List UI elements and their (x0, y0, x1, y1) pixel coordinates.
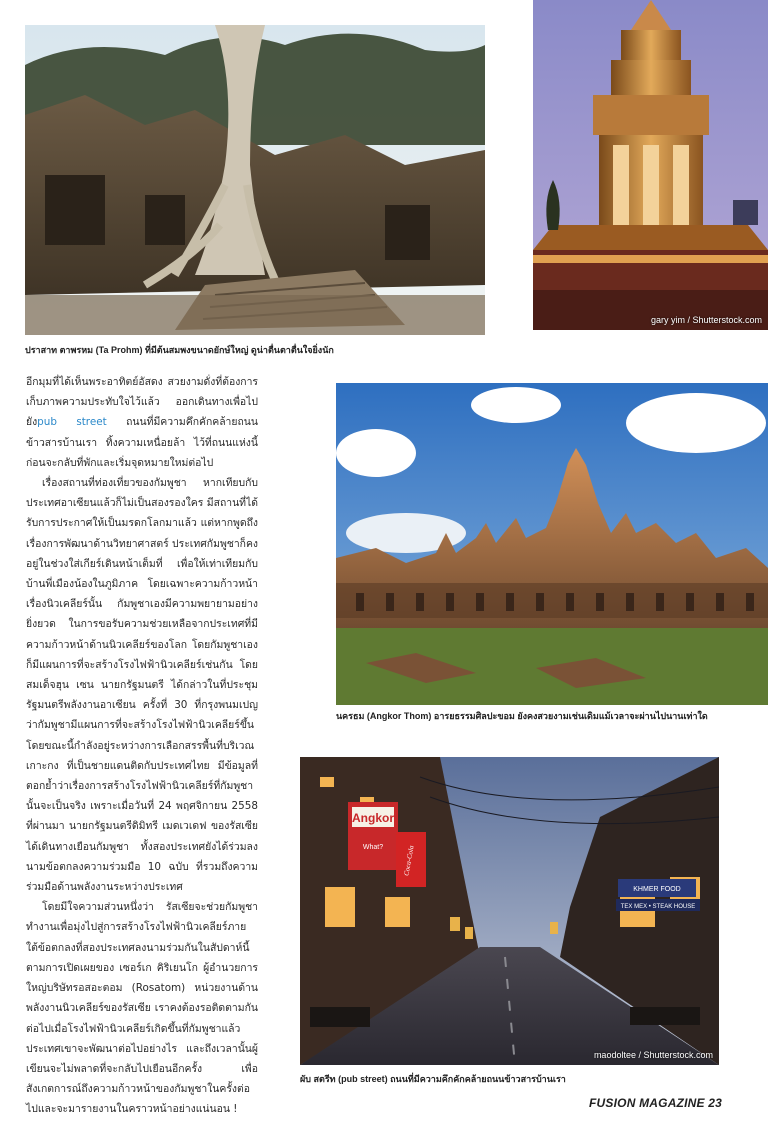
page-footer (589, 1096, 722, 1110)
photo-pub-street (300, 757, 719, 1065)
monument-photo-credit: gary yim / Shutterstock.com (650, 315, 762, 325)
ta-prohm-caption: ปราสาท ตาพรหม (Ta Prohm) ที่มีต้นสมพงขนาดยักษ์ใหญ่ ดูน่าตื่นตาตื่นใจยิ่งนัก (25, 345, 334, 355)
page-number: 23 (708, 1096, 722, 1110)
article-paragraph-3: โดยมีใจความส่วนหนึ่งว่า รัสเซียจะช่วยกัมพูชาทำงานเพื่อมุ่งไปสู่การสร้างโรงไฟฟ้านิวเคลียร์ภายใต้ข้อตกลงที่สองประเทศลงนามร่วมกันในสัปดาห์นี้ ตามการเปิดเผยของ เซอร์เก คิริเยนโก ผู้อำนวยการใหญ่บริษัทรอสอะตอม (Rosatom) หน่วยงานด้านพลังงานนิวเคลียร์ของรัสเซีย เราคงต้องรอติดตามกันต่อไปเมื่อโรงไฟฟ้านิวเคลียร์เกิดขึ้นที่กัมพูชาแล้วประเทศเขาจะพัฒนาต่อไปอย่างไร และถึงเวลานั้นผู้เขียนจะไม่พลาดที่จะกลับไปเยือนอีกครั้ง เพื่อสังเกตการณ์ถึงความก้าวหน้าของกัมพูชาในครั้งต่อไปและจะมารายงานในคราวหน้าอย่างแน่นอน ! (26, 901, 258, 1116)
angkor-thom-image (336, 383, 768, 705)
article-paragraph-1 (26, 372, 258, 473)
coke-sign-text: Coca-Cola (402, 844, 416, 877)
paragraph-1-text-b: ถนนที่มีความคึกคักคล้ายถนนข้าวสารบ้านเรา ทิ้งความเหนื่อยล้า ไว้ที่ถนนแห่งนี้ก่อนจะกลับที่พักและเริ่มจุดหมายใหม่ต่อไป (26, 416, 258, 469)
pub-street-photo-credit: maodoltee / Shutterstock.com (593, 1050, 713, 1060)
pub-street-caption: ผับ สตรีท (pub street) ถนนที่มีความคึกคักคล้ายถนนข้าวสารบ้านเรา (300, 1074, 566, 1084)
khmer-food-sign: KHMER FOOD (633, 886, 681, 893)
article-body (26, 372, 258, 1120)
pub-street-image (300, 757, 719, 1065)
tex-mex-sign: TEX MEX • STEAK HOUSE (620, 904, 696, 910)
angkor-thom-caption: นครธม (Angkor Thom) อารยธรรมศิลปะขอม ยังคงสวยงามเช่นเดิมแม้เวลาจะผ่านไปนานเท่าใด (336, 711, 708, 721)
angkor-sign-text: Angkor (352, 811, 394, 825)
photo-ta-prohm (25, 25, 485, 335)
angkor-sign-subtext: What? (362, 844, 384, 851)
monument-image (533, 0, 768, 330)
photo-angkor-thom (336, 383, 768, 705)
article-paragraph-2: เรื่องสถานที่ท่องเที่ยวของกัมพูชา หากเทียบกับประเทศอาเซียนแล้วก็ไม่เป็นสองรองใคร มีสถานที่ได้รับการประกาศให้เป็นมรดกโลกมาแล้ว แต่หากพูดถึงเรื่องการพัฒนาด้านวิทยาศาสตร์ ประเทศกัมพูชาก็คงอยู่ในช่วงใส่เกียร์เดินหน้าเต็มที่ เพื่อให้เท่าเทียมกับบ้านพี่เมืองน้องในภูมิภาค โดยเฉพาะความก้าวหน้าเรื่องนิวเคลียร์นั้น กัมพูชาเองมีความพยายามอย่างยิ่งยวด ในการขอรับความช่วยเหลือจากประเทศที่มีความก้าวหน้าด้านนิวเคลียร์ของโลก โดยกัมพูชาเองก็มีแผนการที่จะสร้างโรงไฟฟ้านิวเคลียร์เช่นกัน โดยสมเด็จฮุน เซน นายกรัฐมนตรี ได้กล่าวในที่ประชุมรัฐมนตรีพลังงานอาเซียน ครั้งที่ 30 ที่กรุงพนมเปญว่ากัมพูชามีแผนการที่จะสร้างโรงไฟฟ้านิวเคลียร์ขึ้น โดยขณะนี้กำลังอยู่ระหว่างการเลือกสรรพื้นที่บริเวณเกาะกง ที่เป็นชายแดนติดกับประเทศไทย มีข้อมูลที่ตอกย้ำว่าเรื่องการสร้างโรงไฟฟ้านิวเคลียร์ที่กัมพูชานั้นจะเป็นจริง เพราะเมื่อวันที่ 24 พฤศจิกายน 2558 ที่ผ่านมา นายกรัฐมนตรีดิมิทรี เมดเวเดฟ ของรัสเซีย ได้เดินทางเยือนกัมพูชา ทั้งสองประเทศยังได้ร่วมลงนามข้อตกลงความร่วมมือ 10 ฉบับ ที่รวมถึงความร่วมมือด้านพลังงานระหว่างประเทศ (26, 477, 258, 894)
photo-independence-monument (533, 0, 768, 330)
ta-prohm-image (25, 25, 485, 335)
paragraph-1-text-a: อีกมุมที่ได้เห็นพระอาทิตย์อัสดง สวยงามดั่งที่ต้องการเก็บภาพความประทับใจไว้แล้ว ออกเดินทางเพื่อไปยัง (26, 376, 258, 429)
pub-street-link[interactable]: pub street (37, 416, 107, 429)
magazine-name: FUSION MAGAZINE (589, 1096, 705, 1110)
